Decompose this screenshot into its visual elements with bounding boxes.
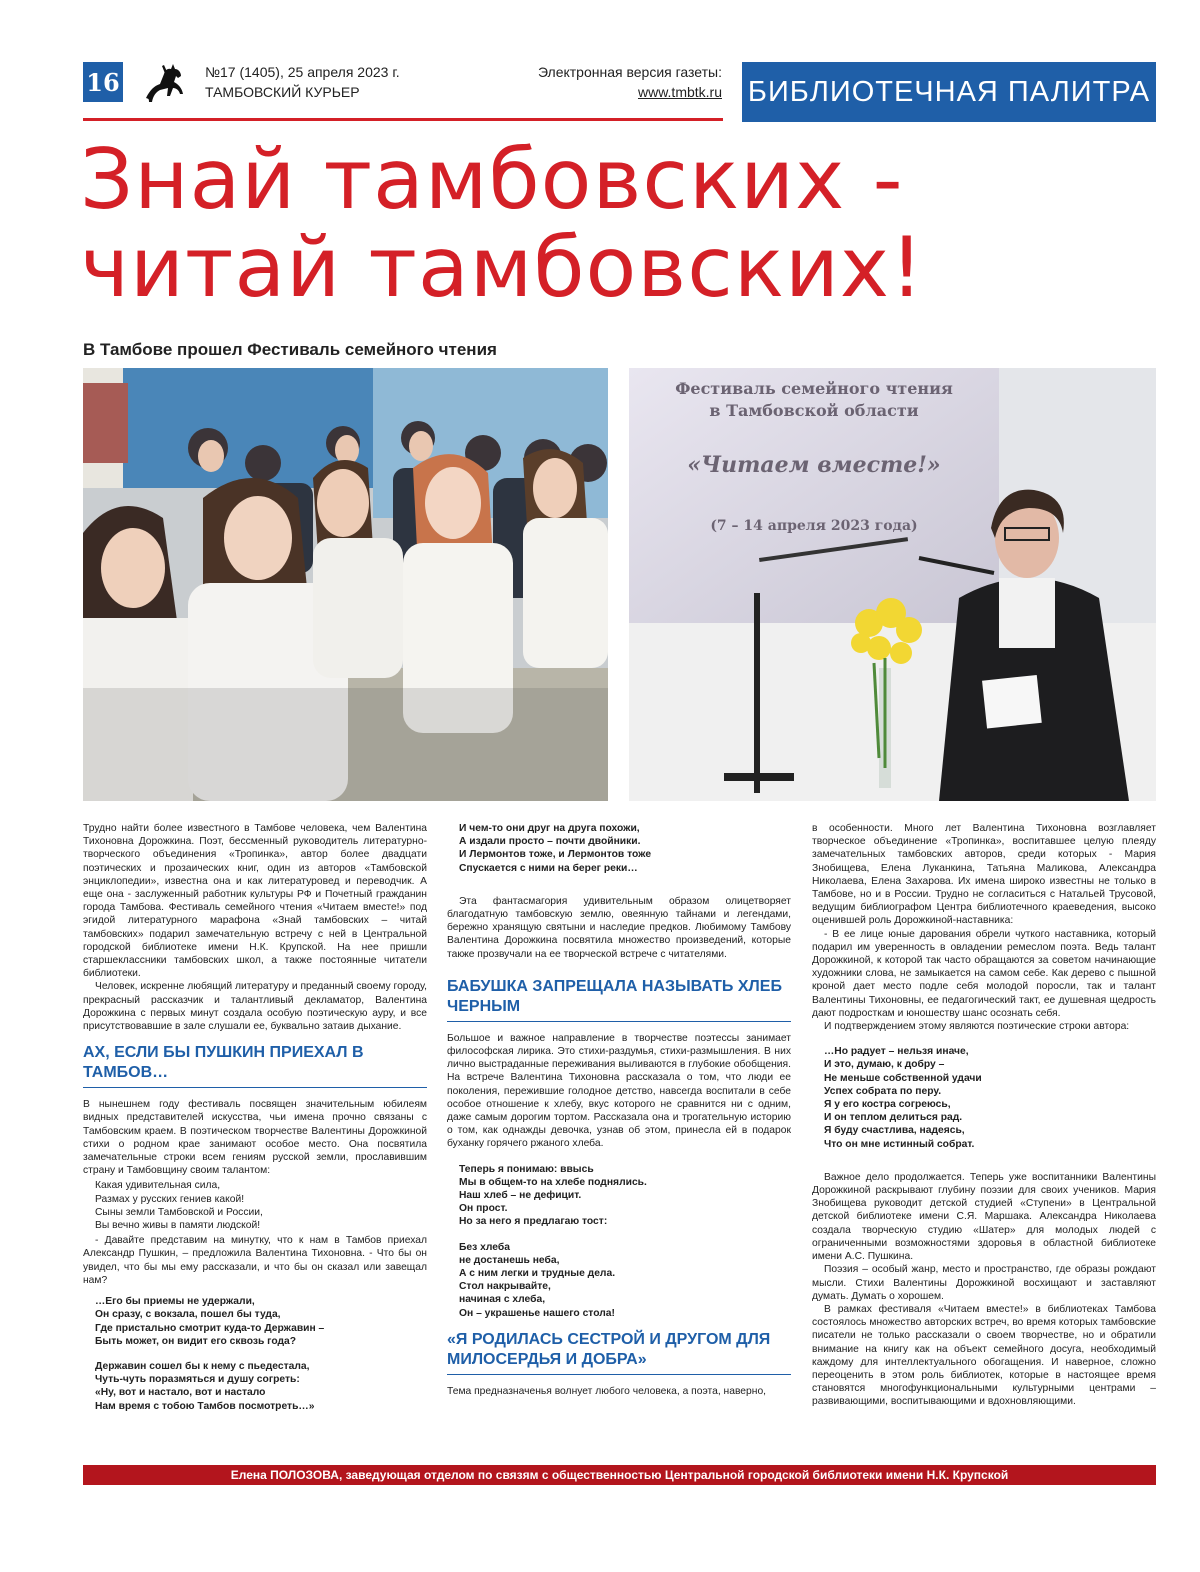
screen-text	[629, 378, 999, 534]
col1-verse-1	[95, 1179, 427, 1232]
verse-line: И он теплом делиться рад.	[824, 1112, 963, 1124]
issue-info	[205, 62, 400, 102]
verse-line: Успех собрата по перу.	[824, 1085, 942, 1097]
col2-verse-1	[459, 822, 791, 875]
verse-line: А издали просто – почти двойники.	[459, 836, 641, 848]
verse-line: …Но радует – нельзя иначе,	[824, 1046, 969, 1058]
verse-line: Я буду счастлива, надеясь,	[824, 1125, 965, 1137]
col2-paragraph: Тема предназначенья волнует любого человека, а поэта, наверно,	[447, 1385, 767, 1397]
verse-line: Но за него я предлагаю тост:	[459, 1216, 608, 1228]
col3-paragraph: И подтверждением этому являются поэтические строки автора:	[824, 1021, 1130, 1033]
column-2	[447, 822, 791, 1398]
verse-line: Без хлеба	[459, 1241, 510, 1253]
verse-line: Я у его костра согреюсь,	[824, 1099, 951, 1111]
verse-line: Мы в общем-то на хлебе поднялись.	[459, 1176, 647, 1188]
col3-verse-1	[824, 1045, 1156, 1151]
header-rule	[83, 118, 723, 121]
verse-line: Нам время с тобою Тамбов посмотреть…»	[95, 1400, 315, 1412]
page-number: 16	[83, 62, 123, 102]
col1-heading: АХ, ЕСЛИ БЫ ПУШКИН ПРИЕХАЛ В ТАМБОВ…	[83, 1043, 427, 1088]
verse-line: Размах у русских гениев какой!	[95, 1193, 245, 1205]
verse-line: Теперь я понимаю: ввысь	[459, 1163, 594, 1175]
verse-line: Он прост.	[459, 1203, 508, 1215]
col3-paragraph: В рамках фестиваля «Читаем вместе!» в библиотеках Тамбова состоялось множество авторских встреч, во время которых тамбовские писатели не только рассказали о своем творчестве, но и обратили внимание на книгу как на объект семейного досуга, необходимый каждому для интеллектуального обогащения. И наверное, сложно переоценить в этом роль библиотек, которые в настоящее время становятся многофункциональными культурными центрами – развивающими, воспитывающими и вдохновляющими.	[812, 1303, 1156, 1408]
col3-paragraph: - В ее лице юные дарования обрели чуткого наставника, который подарил им уверенность в овладении ремеслом поэта. Ведь талант Дорожкиной, к которой так часто обращаются за советом начинающие художники слова, не замыкается на самом себе. Как дерево с пышной кроной дает место подле себя молодой поросли, так и талант Валентины Тихоновны, ее педагогический такт, ее душевная щедрость дают подросткам и юношеству шанс осознать себя.	[812, 928, 1156, 1019]
verse-line: И чем-то они друг на друга похожи,	[459, 823, 640, 834]
audience-photo	[83, 368, 608, 801]
edition-link[interactable]: www.tmbtk.ru	[637, 84, 722, 100]
verse-line: Не меньше собственной удачи	[824, 1072, 982, 1084]
col1-paragraph: Трудно найти более известного в Тамбове человека, чем Валентина Тихоновна Дорожкина. Поэт, бессменный руководитель литературно-творческого объединения «Тропинка», автор более двадцати поэтических и прозаических книг, один из авторов «Тамбовской энциклопедии», известна она и как литературовед и переводчик. А еще она - заслуженный работник культуры РФ и Почетный гражданин города Тамбова. Фестиваль семейного чтения «Читаем вместе!» под эгидой литературного марафона «Знай тамбовских – читай тамбовских» подарил замечательную встречу с ней в Центральной городской библиотеке имени Н.К. Крупской. На нее пришли старшеклассники тамбовских школ, а также постоянные читатели библиотеки.	[83, 823, 427, 980]
screen-line4: (7 – 14 апреля 2023 года)	[710, 518, 918, 534]
verse-line: Наш хлеб – не дефицит.	[459, 1190, 582, 1202]
article-title	[80, 131, 1160, 316]
article-title-line2: читай тамбовских!	[80, 219, 925, 316]
verse-line: Спускается с ними на берег реки…	[459, 862, 638, 874]
verse-line: Державин сошел бы к нему с пьедестала,	[95, 1360, 310, 1372]
section-title: БИБЛИОТЕЧНАЯ ПАЛИТРА	[742, 62, 1156, 122]
col3-paragraph: в особенности. Много лет Валентина Тихоновна возглавляет творческое объединение «Тропинка», воспитавшее целую плеяду замечательных тамбовских авторов, среди которых - Мария Знобищева, Елена Луканкина, Татьяна Маликова, Александра Николаева, Елена Захарова. Их имена широко известны не только в Тамбове, но и в России. Трудно не согласиться с Натальей Трусовой, ведущим библиографом Центра библиотечного краеведения, высоко оценившей роль Дорожкиной-наставника:	[812, 823, 1156, 927]
edition-info	[470, 62, 722, 102]
col2-heading: БАБУШКА ЗАПРЕЩАЛА НАЗЫВАТЬ ХЛЕБ ЧЕРНЫМ	[447, 977, 791, 1022]
verse-line: Он – украшенье нашего стола!	[459, 1307, 615, 1319]
verse-line: А с ним легки и трудные дела.	[459, 1268, 616, 1280]
screen-line2: в Тамбовской области	[709, 401, 919, 420]
speaker-photo	[629, 368, 1156, 801]
verse-line: Где пристально смотрит куда-то Державин –	[95, 1322, 325, 1334]
verse-line: Сыны земли Тамбовской и России,	[95, 1206, 263, 1218]
verse-line: Вы вечно живы в памяти людской!	[95, 1220, 261, 1232]
col2-heading: «Я РОДИЛАСЬ СЕСТРОЙ И ДРУГОМ ДЛЯ МИЛОСЕРДЬЯ И ДОБРА»	[447, 1330, 791, 1375]
col2-verse-2	[459, 1163, 791, 1320]
verse-line: …Его бы приемы не удержали,	[95, 1296, 255, 1308]
verse-line: Что он мне истинный собрат.	[824, 1138, 975, 1150]
verse-line: «Ну, вот и настало, вот и настало	[95, 1387, 266, 1399]
author-byline: Елена ПОЛОЗОВА, заведующая отделом по связям с общественностью Центральной городской библиотеки имени Н.К. Крупской	[83, 1465, 1156, 1485]
col3-paragraph: Важное дело продолжается. Теперь уже воспитанники Валентины Дорожкиной раскрывают глубину поэзии для своих учеников. Мария Знобищева руководит детской студией «Ступени» в Центральной детской библиотеке имени С.Я. Маршака. Александра Николаева создала творческую студию «Шатер» для молодых людей с ограниченными возможностями здоровья в областной библиотеке имени А.С. Пушкина.	[812, 1171, 1156, 1263]
verse-line: Быть может, он видит его сквозь года?	[95, 1335, 297, 1347]
verse-line: Он сразу, с вокзала, пошел бы туда,	[95, 1309, 281, 1321]
screen-line1: Фестиваль семейного чтения	[675, 379, 953, 398]
col1-paragraph: Человек, искренне любящий литературу и преданный своему городу, прекрасный рассказчик и талантливый декламатор, Валентина Дорожкина с первых минут создала особую поэтическую ауру, и все присутствовавшие в зале слушали ее, буквально затаив дыхание.	[83, 981, 428, 1033]
issue-line: №17 (1405), 25 апреля 2023 г.	[205, 64, 400, 80]
edition-label: Электронная версия газеты:	[537, 64, 722, 80]
verse-line: не достанешь неба,	[459, 1254, 560, 1266]
verse-line: Чуть-чуть поразмяться и душу согреть:	[95, 1374, 300, 1386]
col3-paragraph: Поэзия – особый жанр, место и пространство, где образы рождают мысли. Стихи Валентины Дорожкиной восхищают и заставляют думать. Думать о хорошем.	[812, 1264, 1156, 1302]
verse-line: И Лермонтов тоже, и Лермонтов тоже	[459, 849, 652, 861]
verse-line: начиная с хлеба,	[459, 1294, 546, 1306]
col1-paragraph: В нынешнем году фестиваль посвящен значительным юбилеям видных представителей искусства, чьи имена прочно связаны с Тамбовским краем. В поэтическом творчестве Валентины Дорожкиной стихи о родном крае занимают особое место. Она посвятила замечательные строки всем гениям русской земли, прославившим страну и Тамбовщину своим талантом:	[83, 1099, 427, 1177]
verse-line: И это, думаю, к добру –	[824, 1059, 945, 1071]
col2-paragraph: Эта фантасмагория удивительным образом олицетворяет благодатную тамбовскую землю, овеянную тайнами и легендами, бережно хранящую святыни и наследие предков. Любимому Тамбову Валентина Дорожкина посвятила множество произведений, которые также прозвучали на ее творческой встрече с читателями.	[447, 895, 791, 960]
article-subtitle: В Тамбове прошел Фестиваль семейного чтения	[83, 340, 497, 359]
col2-paragraph: Большое и важное направление в творчестве поэтессы занимает философская лирика. Это стихи-раздумья, стихи-размышления. В них лично выстраданные переживания выливаются в глубокие обобщения. На встрече Валентина Тихоновна рассказала о том, что люди ее поколения, пережившие голодное детство, навсегда воспитали в себе особое отношение к хлебу, вкус которого не сравнится ни с одним, даже самым дорогим тортом. Рассказала она и трогательную историю о том, как однажды девочка, узнав об этом, принесла ей в подарок буханку горячего ржаного хлеба.	[447, 1032, 791, 1150]
verse-line: Стол накрывайте,	[459, 1281, 551, 1293]
col1-paragraph: - Давайте представим на минутку, что к нам в Тамбов приехал Александр Пушкин, – предложила Валентина Тихоновна. - Что бы он увидел, что бы мы ему рассказали, и что бы он сказал или завещал нам?	[83, 1235, 427, 1286]
verse-line: Какая удивительная сила,	[95, 1180, 221, 1192]
column-3	[812, 822, 1156, 1409]
horse-rider-logo-icon	[140, 60, 190, 106]
col1-verse-2	[95, 1295, 427, 1413]
article-title-line1: Знай тамбовских -	[80, 131, 904, 228]
paper-name: ТАМБОВСКИЙ КУРЬЕР	[205, 84, 360, 100]
column-1	[83, 822, 427, 1421]
screen-line3: «Читаем вместе!»	[687, 452, 941, 478]
